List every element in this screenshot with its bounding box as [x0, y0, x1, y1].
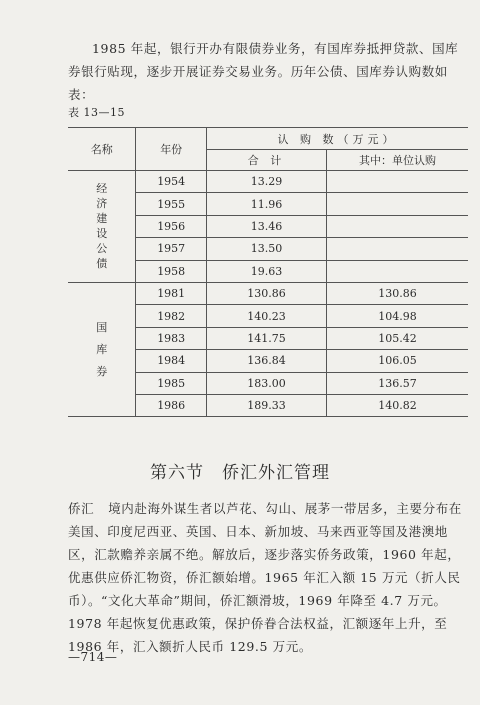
section-title: 第六节 侨汇外汇管理: [150, 463, 330, 483]
cell-year: 1982: [136, 305, 207, 327]
cell-unit: [327, 215, 468, 237]
cell-unit: [327, 260, 468, 282]
cell-total: 11.96: [206, 193, 326, 215]
remittance-paragraph: [68, 497, 468, 658]
group-label-text: 国库券: [96, 320, 108, 378]
cell-unit: 105.42: [327, 327, 468, 349]
cell-unit: 106.05: [327, 350, 468, 372]
group-label-text: 经济建设公债: [96, 182, 108, 271]
cell-unit: 136.57: [327, 372, 468, 394]
cell-total: 136.84: [206, 350, 326, 372]
cell-total: 141.75: [206, 327, 326, 349]
subscription-table: [68, 127, 468, 417]
cell-year: 1956: [136, 215, 207, 237]
cell-year: 1981: [136, 282, 207, 304]
cell-unit: [327, 171, 468, 193]
cell-unit: 130.86: [327, 282, 468, 304]
cell-total: 183.00: [206, 372, 326, 394]
intro-paragraph: 1985 年起，银行开办有限债券业务，有国库券抵押贷款、国库券银行贴现，逐步开展证券交易业务。历年公债、国库券认购数如表：: [68, 41, 459, 102]
cell-unit: 104.98: [327, 305, 468, 327]
table-row: [68, 282, 468, 304]
cell-total: 130.86: [206, 282, 326, 304]
cell-total: 13.46: [206, 215, 326, 237]
page-number: —714—: [68, 650, 118, 664]
cell-year: 1957: [136, 238, 207, 260]
table-row: [68, 171, 468, 193]
group-label-treasury: [68, 282, 136, 416]
cell-unit: [327, 238, 468, 260]
cell-total: 189.33: [206, 394, 326, 416]
header-subscription: 认 购 数（万元）: [206, 128, 468, 150]
cell-year: 1983: [136, 327, 207, 349]
header-name: 名称: [68, 128, 136, 171]
table-caption: 表 13—15: [68, 106, 125, 119]
header-year: 年份: [136, 128, 207, 171]
paragraph-body: 境内赴海外谋生者以芦花、勾山、展茅一带居多，主要分布在美国、印度尼西亚、英国、日本、新加坡、马来西亚等国及港澳地区，汇款赡养亲属不绝。解放后，逐步落实侨务政策，1960 年起，优惠供应侨汇物资，侨汇额始增。1965 年汇入额 15 万元（折人民币）。“文化大革命”期间，侨汇额滑坡，1969 年降至 4.7 万元。1978 年起恢复优惠政策，保护侨眷合法权益，汇额逐年上升，至 1986 年，汇入额折人民币 129.5 万元。: [68, 501, 462, 654]
cell-year: 1986: [136, 394, 207, 416]
group-label-bonds: [68, 171, 136, 283]
cell-year: 1958: [136, 260, 207, 282]
header-total: 合 计: [206, 150, 326, 171]
cell-total: 13.29: [206, 171, 326, 193]
cell-unit: 140.82: [327, 394, 468, 416]
cell-total: 140.23: [206, 305, 326, 327]
cell-year: 1985: [136, 372, 207, 394]
header-unit: 其中：单位认购: [327, 150, 468, 171]
cell-unit: [327, 193, 468, 215]
cell-year: 1954: [136, 171, 207, 193]
cell-year: 1984: [136, 350, 207, 372]
cell-total: 19.63: [206, 260, 326, 282]
paragraph-lead: 侨汇: [68, 501, 95, 516]
cell-year: 1955: [136, 193, 207, 215]
cell-total: 13.50: [206, 238, 326, 260]
